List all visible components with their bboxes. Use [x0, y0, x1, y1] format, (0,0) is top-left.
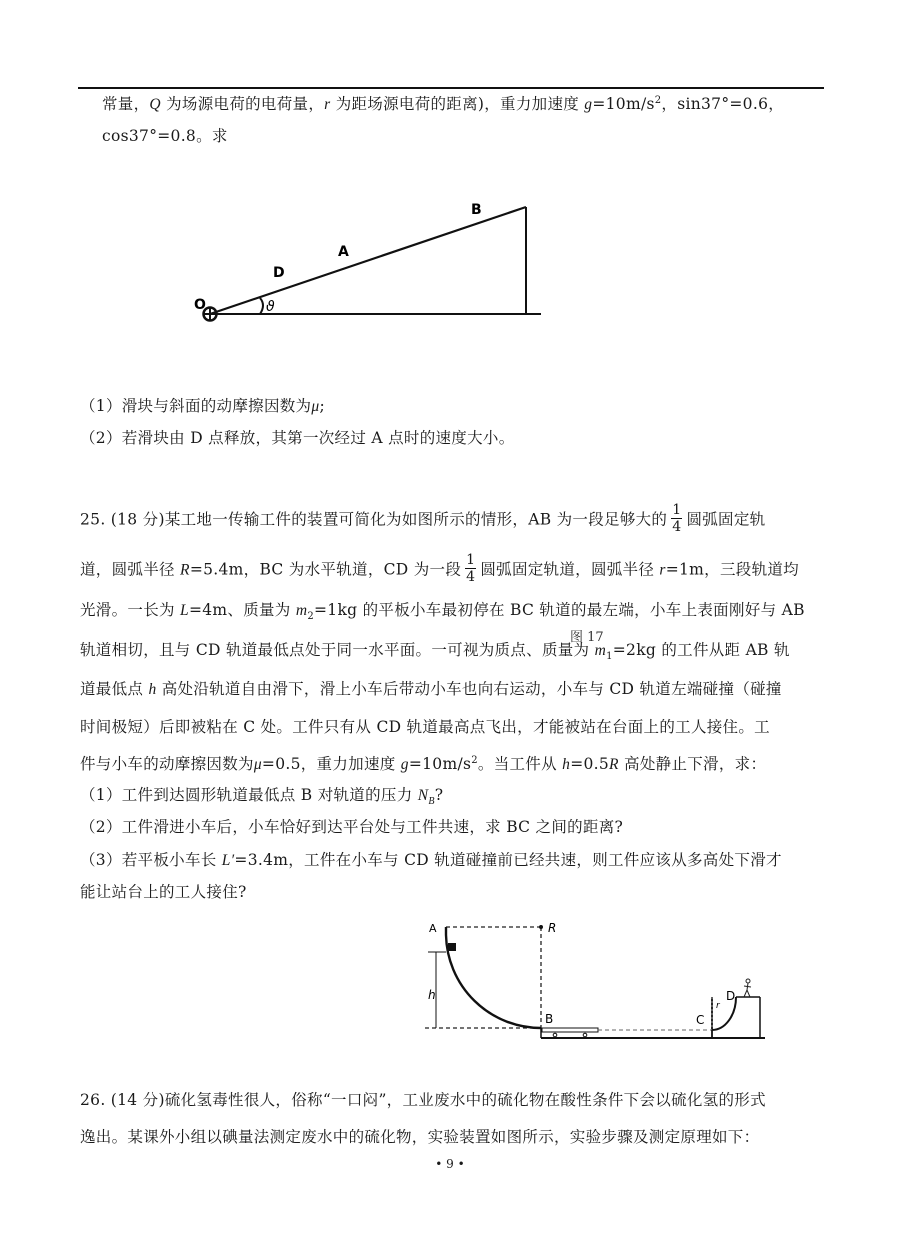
text: （1）滑块与斜面的动摩擦因数为 — [80, 397, 312, 415]
q25-part-3-cont: 能让站台上的工人接住? — [80, 883, 247, 901]
incline-figure — [190, 195, 550, 330]
label-theta: ϑ — [266, 299, 275, 315]
workpiece-block — [448, 943, 456, 951]
var-m: m — [594, 642, 607, 659]
q25-line-7 — [80, 752, 766, 774]
label-R: R — [548, 921, 557, 935]
q25-line-6: 时间极短）后即被粘在 C 处。工件只有从 CD 轨道最高点飞出，才能被站在台面上的工人接住。工 — [80, 718, 770, 736]
var-L-prime: L′ — [221, 852, 235, 869]
exponent: 2 — [654, 94, 662, 106]
text: =0.5，重力加速度 — [261, 755, 401, 773]
text: 件与小车的动摩擦因数为 — [80, 755, 254, 773]
text: =0.5 — [570, 755, 610, 773]
var-mu: μ — [311, 398, 320, 415]
header-rule — [78, 87, 824, 89]
text: ，sin37°=0.6， — [661, 95, 785, 113]
text: 光滑。一长为 — [80, 601, 181, 619]
subscript: B — [428, 796, 435, 808]
subscript: 1 — [606, 651, 613, 663]
q24-part-1 — [80, 394, 325, 416]
var-g: g — [400, 756, 409, 773]
var-R: R — [609, 756, 619, 773]
var-h: h — [562, 756, 571, 773]
var-g: g — [584, 96, 593, 113]
worker-figure-icon — [744, 979, 751, 997]
text: ? — [434, 786, 444, 804]
text: =1kg 的平板小车最初停在 BC 轨道的最左端，小车上表面刚好与 AB — [314, 601, 805, 619]
text: 。当工件从 — [477, 755, 563, 773]
var-m: m — [295, 602, 308, 619]
cart-plate — [542, 1028, 598, 1032]
text: =10m/s — [408, 755, 472, 773]
label-C: C — [696, 1013, 705, 1027]
text: 圆弧固定轨 — [686, 510, 766, 529]
var-r: r — [659, 561, 666, 579]
var-mu: μ — [253, 756, 262, 773]
fraction-quarter — [671, 502, 682, 535]
text: 25. (18 分)某工地一传输工件的装置可简化为如图所示的情形，AB 为一段足够大的 — [80, 510, 668, 529]
text: 轨道相切，且与 CD 轨道最低点处于同一水平面。一可视为质点、质量为 — [80, 641, 595, 659]
label-B: B — [471, 202, 482, 218]
q25-line-3 — [80, 598, 805, 622]
text: 高处静止下滑，求： — [618, 755, 767, 773]
incline-line — [210, 207, 526, 314]
var-L: L — [180, 602, 189, 619]
label-O: O — [194, 297, 206, 313]
text: 为距场源电荷的距离)，重力加速度 — [330, 95, 585, 113]
q25-part-1 — [80, 783, 443, 807]
label-A: A — [429, 922, 437, 935]
figure-caption-overlay: 图 17 — [570, 630, 604, 645]
label-h: h — [428, 988, 436, 1002]
text: =1m，三段轨道均 — [665, 560, 799, 579]
text: =2kg 的工件从距 AB 轨 — [612, 641, 790, 659]
label-B: B — [545, 1012, 554, 1026]
page-number: • 9 • — [435, 1157, 465, 1171]
text: =10m/s — [592, 95, 655, 113]
q25-part-3 — [80, 848, 782, 870]
text: ; — [319, 397, 325, 415]
var-N: N — [417, 787, 429, 804]
text: =4m、质量为 — [188, 601, 296, 619]
text: 圆弧固定轨道，圆弧半径 — [480, 560, 660, 579]
q25-line-4 — [80, 638, 790, 662]
q25-part-2: （2）工件滑进小车后，小车恰好到达平台处与工件共速，求 BC 之间的距离? — [80, 818, 624, 836]
text: =5.4m，BC 为水平轨道，CD 为一段 — [189, 560, 462, 579]
text: 道，圆弧半径 — [80, 560, 181, 579]
text: 常量， — [102, 95, 150, 113]
quarter-arc-AB — [446, 927, 541, 1028]
numerator: 1 — [672, 502, 682, 518]
denominator: 4 — [672, 519, 682, 535]
q25-line-2 — [80, 554, 799, 587]
label-r: r — [716, 1001, 720, 1011]
label-D: D — [726, 989, 736, 1003]
label-A: A — [338, 244, 349, 260]
var-Q: Q — [149, 96, 161, 113]
denominator: 4 — [466, 569, 476, 585]
var-R: R — [180, 561, 190, 579]
cart-wheel — [583, 1033, 587, 1037]
q25-line-5 — [80, 677, 782, 699]
fraction-quarter — [465, 552, 476, 585]
q25-line-1 — [80, 504, 765, 537]
center-point — [539, 925, 543, 929]
q26-line-1: 26. (14 分)硫化氢毒性很人，俗称“一口闷”，工业废水中的硫化物在酸性条件下会以硫化氢的形式 — [80, 1091, 766, 1109]
q24-part-2: （2）若滑块由 D 点释放，其第一次经过 A 点时的速度大小。 — [80, 429, 515, 447]
var-h: h — [148, 681, 157, 698]
text: =3.4m，工件在小车与 CD 轨道碰撞前已经共速，则工件应该从多高处下滑才 — [234, 851, 782, 869]
intro-line-2: cos37°=0.8。求 — [102, 127, 228, 145]
q26-line-2: 逸出。某课外小组以碘量法测定废水中的硫化物，实验装置如图所示，实验步骤及测定原理如下： — [80, 1128, 760, 1146]
text: （3）若平板小车长 — [80, 851, 222, 869]
var-r: r — [324, 96, 331, 113]
angle-arc — [260, 298, 263, 314]
track-figure — [420, 915, 780, 1045]
text: 高处沿轨道自由滑下，滑上小车后带动小车也向右运动，小车与 CD 轨道左端碰撞（碰撞 — [156, 680, 782, 698]
text: （1）工件到达圆形轨道最低点 B 对轨道的压力 — [80, 786, 418, 804]
cart-wheel — [553, 1033, 557, 1037]
exponent: 2 — [471, 754, 478, 766]
subscript: 2 — [307, 611, 314, 623]
text: 为场源电荷的电荷量， — [160, 95, 325, 113]
intro-line-1 — [102, 92, 784, 114]
label-D: D — [273, 265, 285, 281]
numerator: 1 — [466, 552, 476, 568]
text: 道最低点 — [80, 680, 149, 698]
